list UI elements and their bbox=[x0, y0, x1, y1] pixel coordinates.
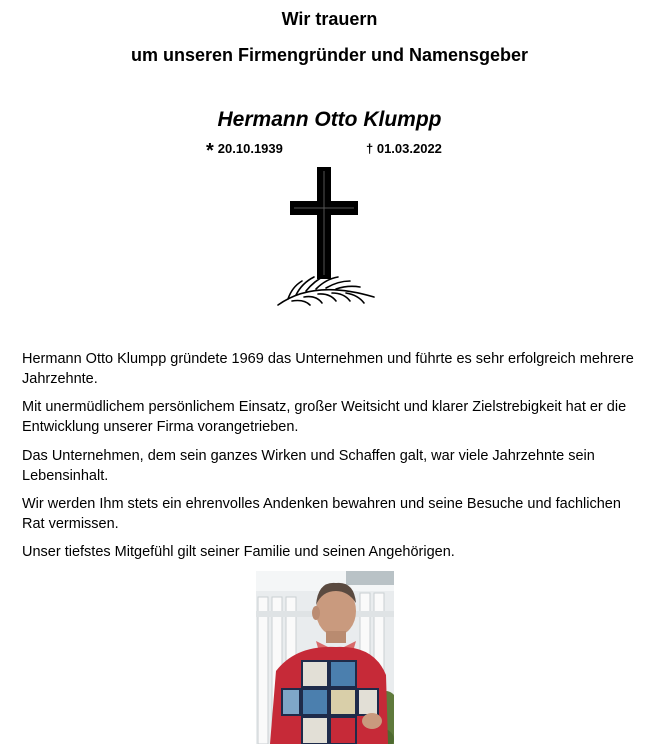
portrait-photo bbox=[256, 571, 394, 744]
cross-icon bbox=[274, 163, 378, 309]
paragraph-founding: Hermann Otto Klumpp gründete 1969 das Unternehmen und führte es sehr erfolgreich mehrere Jahrzehnte. bbox=[22, 351, 634, 387]
birth-date-value: 20.10.1939 bbox=[217, 141, 283, 156]
birth-symbol: * bbox=[206, 140, 214, 162]
paragraph-life-work: Das Unternehmen, dem sein ganzes Wirken und Schaffen galt, war viele Jahrzehnte sein Lebensinhalt. bbox=[22, 448, 595, 484]
paragraph-remembrance: Wir werden Ihm stets ein ehrenvolles Andenken bewahren und seine Besuche und fachlichen Rat vermissen. bbox=[22, 496, 621, 532]
birth-date bbox=[206, 140, 283, 162]
headline-subtitle: um unseren Firmengründer und Namensgeber bbox=[130, 45, 529, 65]
death-date: † 01.03.2022 bbox=[366, 141, 442, 156]
paragraph-commitment: Mit unermüdlichem persönlichem Einsatz, großer Weitsicht und klarer Zielstrebigkeit hat er die Entwicklung unserer Firma vorangetrieben. bbox=[22, 399, 627, 435]
paragraph-condolences: Unser tiefstes Mitgefühl gilt seiner Familie und seinen Angehörigen. bbox=[22, 544, 455, 560]
deceased-name: Hermann Otto Klumpp bbox=[217, 108, 442, 131]
headline-mourning: Wir trauern bbox=[281, 9, 378, 29]
